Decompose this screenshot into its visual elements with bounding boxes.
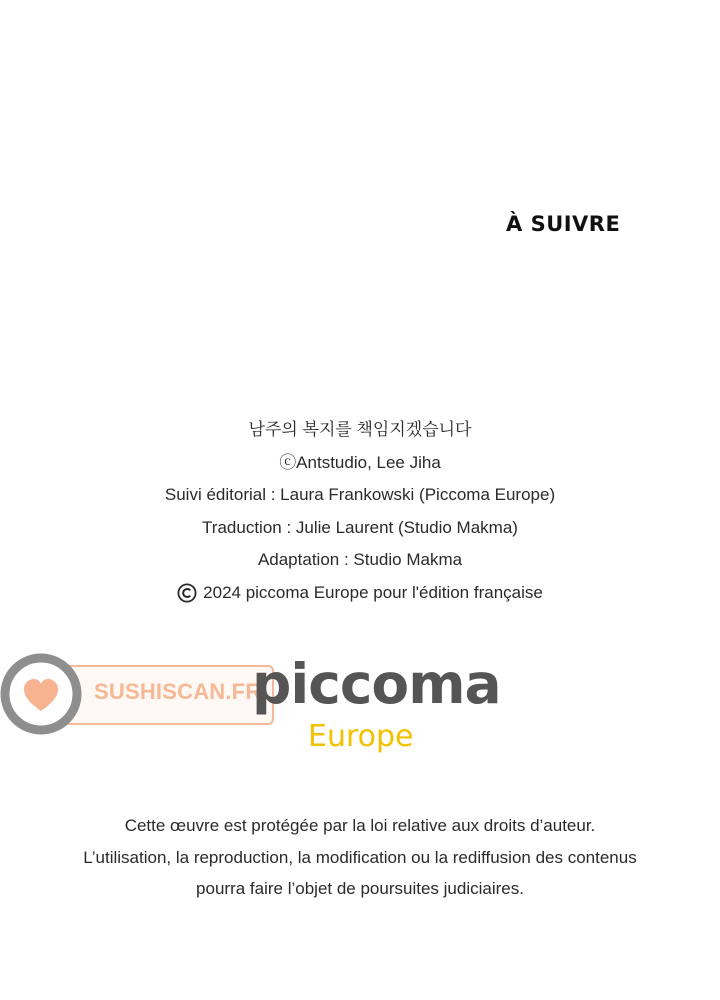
edition-copyright: 2024 piccoma Europe pour l'édition française [203,582,543,602]
legal-notice-line-3: pourra faire l’objet de poursuites judiciaires. [196,879,524,898]
edition-copyright-line [0,577,720,615]
piccoma-europe-label: Europe [308,719,414,754]
adaptation-credit: Adaptation : Studio Makma [257,550,463,569]
credits-block [0,414,720,614]
legal-notice-line-1: Cette œuvre est protégée par la loi relative aux droits d’auteur. [124,816,596,835]
legal-notice [0,810,720,905]
korean-title: 남주의 복지를 책임지겠습니다 [248,420,472,439]
legal-notice-line-2: L’utilisation, la reproduction, la modification ou la rediffusion des contenus [83,847,637,867]
piccoma-logo: piccoma [252,652,501,716]
watermark-text: SUSHISCAN.FR [94,679,262,704]
copyright-icon [177,583,197,603]
editorial-credit: Suivi éditorial : Laura Frankowski (Piccoma Europe) [164,485,556,504]
origin-copyright: ⓒAntstudio, Lee Jiha [279,452,441,472]
watermark-heart-icon [0,653,82,735]
translation-credit: Traduction : Julie Laurent (Studio Makma) [202,517,518,537]
to-be-continued-label: À SUIVRE [506,212,621,236]
